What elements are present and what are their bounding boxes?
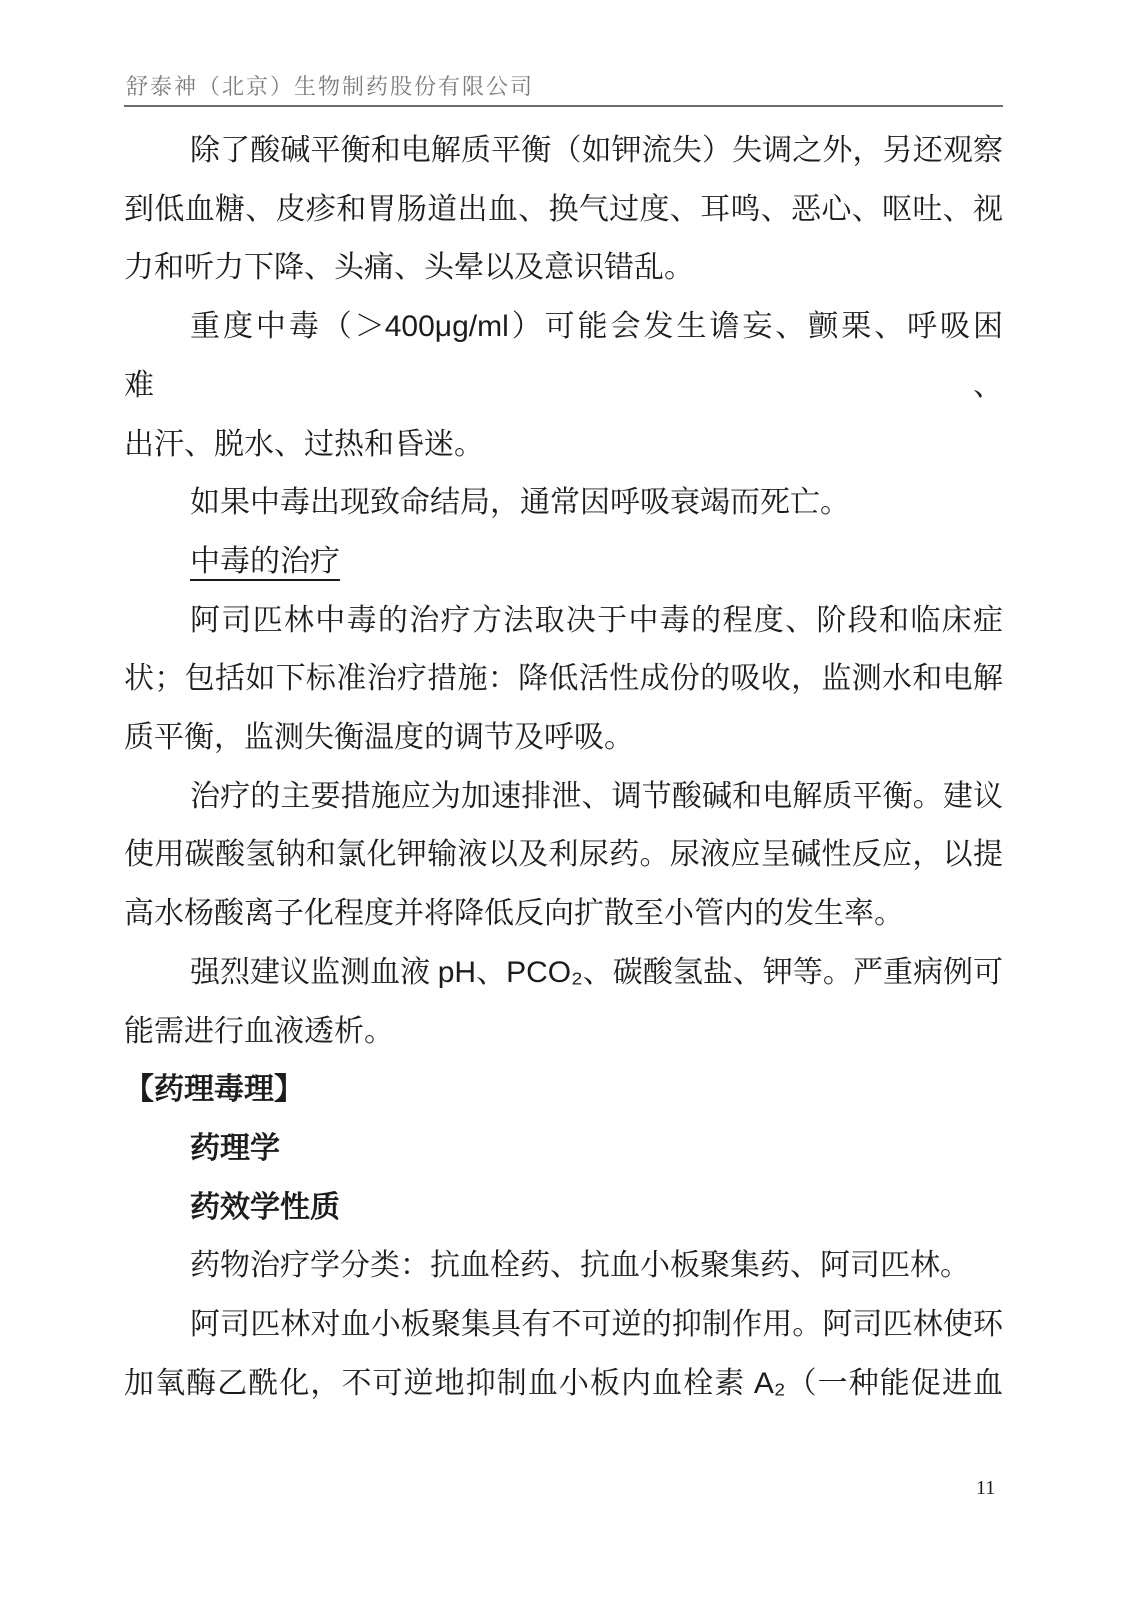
paragraph-line <box>124 944 1003 1003</box>
paragraph-line: 能需进行血液透析。 <box>124 1014 394 1048</box>
text-segment: 、碳酸氢盐、钾等。严重病例可 <box>582 955 1004 989</box>
paragraph-line: 除了酸碱平衡和电解质平衡（如钾流失）失调之外，另还观察 <box>190 134 1003 167</box>
paragraph-line: 出汗、脱水、过热和昏迷。 <box>124 427 484 461</box>
subheading-pharmacodynamic-properties: 药效学性质 <box>190 1190 340 1224</box>
dose-threshold-value: 400μg/ml <box>384 310 509 344</box>
document-body <box>124 122 1003 1413</box>
paragraph-line: 状；包括如下标准治疗措施：降低活性成份的吸收，监测水和电解 <box>124 662 1003 696</box>
page-header-company-name: 舒泰神（北京）生物制药股份有限公司 <box>126 74 535 99</box>
subheading-poisoning-treatment <box>124 533 1003 592</box>
paragraph-line: 使用碳酸氢钠和氯化钾输液以及利尿药。尿液应呈碱性反应，以提 <box>124 838 1003 872</box>
text-segment: ）可能会发生谵妄、颤栗、呼吸困难、 <box>124 310 1004 402</box>
paragraph-line: 阿司匹林对血小板聚集具有不可逆的抑制作用。阿司匹林使环 <box>190 1308 1003 1342</box>
underlined-heading-text: 中毒的治疗 <box>190 545 340 581</box>
paragraph-line: 高水杨酸离子化程度并将降低反向扩散至小管内的发生率。 <box>124 897 904 931</box>
subheading-pharmacology: 药理学 <box>190 1131 280 1165</box>
paragraph-line: 药物治疗学分类：抗血栓药、抗血小板聚集药、阿司匹林。 <box>190 1249 970 1283</box>
ph-abbreviation: pH <box>437 955 477 989</box>
section-heading-pharmacology-toxicology: 【药理毒理】 <box>124 1073 304 1107</box>
paragraph-line <box>124 298 1003 415</box>
paragraph-line: 质平衡，监测失衡温度的调节及呼吸。 <box>124 721 634 755</box>
text-segment: 、 <box>476 955 507 989</box>
text-segment: 重度中毒（＞ <box>190 310 385 344</box>
pco2-abbreviation: PCO₂ <box>506 955 583 989</box>
text-segment: 强烈建议监测血液 <box>190 955 438 989</box>
paragraph-line: 到低血糖、皮疹和胃肠道出血、换气过度、耳鸣、恶心、呕吐、视 <box>124 192 1003 226</box>
header-divider-line <box>124 105 1003 107</box>
text-segment: 加氧酶乙酰化，不可逆地抑制血小板内血栓素 <box>124 1366 754 1400</box>
paragraph-line: 力和听力下降、头痛、头晕以及意识错乱。 <box>124 251 694 285</box>
thromboxane-a2-symbol: A₂ <box>753 1366 786 1400</box>
paragraph-line: 如果中毒出现致命结局，通常因呼吸衰竭而死亡。 <box>190 486 850 520</box>
paragraph-line: 治疗的主要措施应为加速排泄、调节酸碱和电解质平衡。建议 <box>190 779 1003 813</box>
text-segment: （一种能促进血 <box>785 1366 1004 1400</box>
paragraph-line: 阿司匹林中毒的治疗方法取决于中毒的程度、阶段和临床症 <box>190 603 1003 637</box>
paragraph-line <box>124 1355 1003 1414</box>
page-number: 11 <box>976 1477 996 1499</box>
